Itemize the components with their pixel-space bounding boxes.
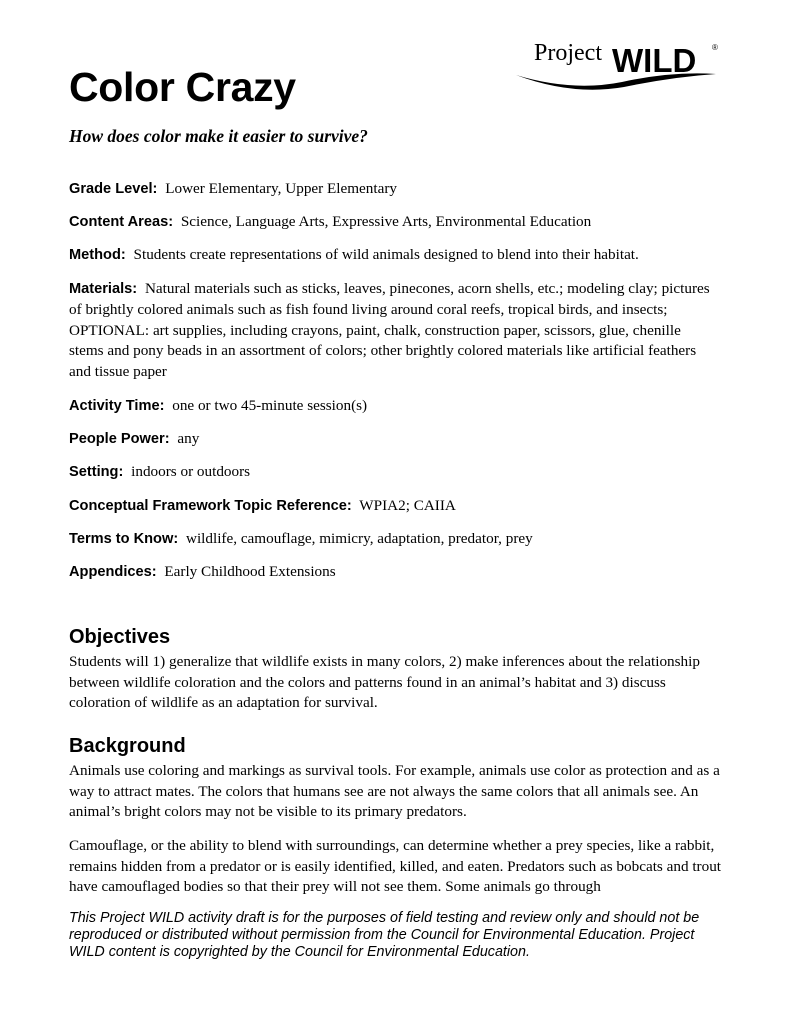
setting-label: Setting: bbox=[69, 464, 124, 480]
materials-label: Materials: bbox=[69, 281, 138, 297]
materials-field bbox=[69, 279, 719, 383]
materials-value: Natural materials such as sticks, leaves, pinecones, acorn shells, etc.; modeling clay; pictures of brightly colored animals such as fish found living around coral reefs, tropical birds, and insects; OPTIONAL: art supplies, including crayons, paint, chalk, construction paper, scissors, glue, chenille stems and pony beads in an assortment of colors; other brightly colored materials like artificial feathers and tissue paper bbox=[69, 280, 710, 381]
terms-value: wildlife, camouflage, mimicry, adaptation, predator, prey bbox=[185, 530, 533, 547]
people-power-value: any bbox=[177, 430, 200, 447]
method-value: Students create representations of wild animals designed to blend into their habitat. bbox=[133, 246, 639, 263]
logo-project-text: Project bbox=[534, 40, 602, 66]
people-power-field bbox=[69, 429, 729, 450]
project-wild-logo bbox=[512, 34, 724, 92]
objectives-heading: Objectives bbox=[69, 626, 171, 648]
setting-field bbox=[69, 462, 729, 483]
framework-value: WPIA2; CAIIA bbox=[359, 497, 456, 514]
page-title: Color Crazy bbox=[69, 64, 296, 110]
appendices-value: Early Childhood Extensions bbox=[164, 563, 336, 580]
content-areas-field bbox=[69, 212, 729, 233]
disclaimer-text: This Project WILD activity draft is for the purposes of field testing and review only and should not be reproduced or distributed without permission from the Council for Environmental Education. Project WILD content is copyrighted by the Council for Environmental Education. bbox=[69, 910, 700, 961]
appendices-label: Appendices: bbox=[69, 564, 157, 580]
setting-value: indoors or outdoors bbox=[131, 463, 251, 480]
background-paragraph-1: Animals use coloring and markings as survival tools. For example, animals use color as protection and as a way to attract mates. The colors that humans see are not always the same colors that all animals see. An animal’s bright colors may not be visible to its primary predators. bbox=[69, 762, 720, 821]
logo-wild-text: WILD bbox=[612, 42, 697, 79]
method-label: Method: bbox=[69, 247, 126, 263]
content-areas-label: Content Areas: bbox=[69, 214, 174, 230]
background-heading: Background bbox=[69, 735, 186, 757]
grade-level-label: Grade Level: bbox=[69, 181, 158, 197]
page-subtitle: How does color make it easier to survive? bbox=[69, 126, 368, 146]
objectives-text: Students will 1) generalize that wildlife exists in many colors, 2) make inferences about the relationship between wildlife coloration and the colors and patterns found in an animal’s habitat and 3) discuss coloration of wildlife as an adaptation for survival. bbox=[69, 653, 700, 712]
terms-label: Terms to Know: bbox=[69, 531, 179, 547]
terms-field bbox=[69, 529, 729, 550]
background-paragraph-2: Camouflage, or the ability to blend with surroundings, can determine whether a prey species, like a rabbit, remains hidden from a predator or is easily identified, killed, and eaten. Predators such as bobcats and trout have camouflaged bodies so that their prey will not see them. Some animals go through bbox=[69, 837, 722, 896]
framework-label: Conceptual Framework Topic Reference: bbox=[69, 498, 352, 514]
method-field bbox=[69, 245, 729, 266]
content-areas-value: Science, Language Arts, Expressive Arts, Environmental Education bbox=[180, 213, 592, 230]
grade-level-field bbox=[69, 179, 729, 200]
activity-time-label: Activity Time: bbox=[69, 398, 165, 414]
activity-time-field bbox=[69, 396, 729, 417]
framework-field bbox=[69, 496, 729, 517]
people-power-label: People Power: bbox=[69, 431, 170, 447]
grade-level-value: Lower Elementary, Upper Elementary bbox=[165, 180, 398, 197]
activity-time-value: one or two 45-minute session(s) bbox=[172, 397, 368, 414]
logo-registered-mark: ® bbox=[712, 43, 718, 52]
appendices-field bbox=[69, 562, 729, 583]
